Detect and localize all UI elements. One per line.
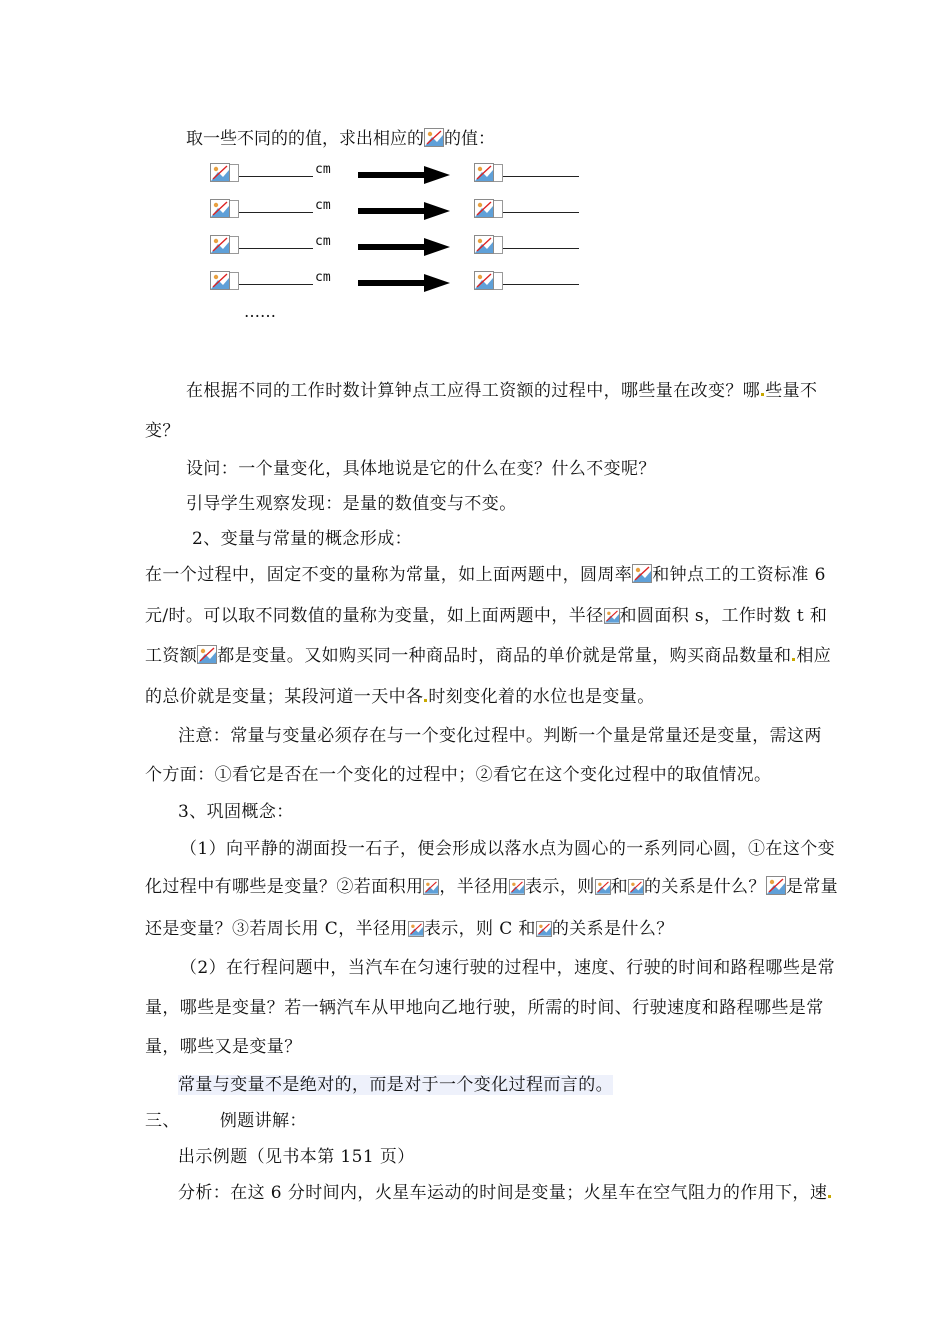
broken-image-icon <box>474 163 494 182</box>
section-heading: 3、巩固概念： <box>178 802 294 822</box>
intro-line: 取一些不同的的值，求出相应的 的值： <box>186 129 495 149</box>
paragraph-line: 的总价就是变量；某段河道一天中各 时刻变化着的水位也是变量。 <box>145 687 655 707</box>
paragraph-line: 量，哪些又是变量？ <box>145 1037 302 1057</box>
section-heading: 2、变量与常量的概念形成： <box>192 529 413 549</box>
paragraph-line: 出示例题（见书本第 151 页） <box>178 1147 415 1167</box>
highlighted-note: 常量与变量不是绝对的，而是对于一个变化过程而言的。 <box>178 1075 613 1095</box>
table-row-result <box>474 198 579 220</box>
blank-line <box>503 270 579 285</box>
table-row: cm <box>210 234 331 256</box>
paragraph-line: 设问：一个量变化，具体地说是它的什么在变？什么不变呢？ <box>186 459 656 479</box>
right-arrow-icon <box>358 202 450 220</box>
paragraph-line: 化过程中有哪些是变量？②若面积用 ，半径用 表示，则 和 的关系是什么？ 是常量 <box>145 877 839 897</box>
paragraph-line: 个方面：①看它是否在一个变化的过程中；②看它在这个变化过程中的取值情况。 <box>145 765 772 785</box>
table-row-result <box>474 270 579 292</box>
ellipsis: …… <box>244 302 276 321</box>
table-row: cm <box>210 270 331 292</box>
broken-image-icon <box>210 199 230 218</box>
paragraph-line: 注意：常量与变量必须存在与一个变化过程中。判断一个量是常量还是变量，需这两 <box>178 726 822 746</box>
blank-line <box>239 234 313 249</box>
paragraph-line: 元/时。可以取不同数值的量称为变量，如上面两题中，半径 和圆面积 s，工作时数 t 和 <box>145 606 828 626</box>
paragraph-line: 量，哪些是变量？若一辆汽车从甲地向乙地行驶，所需的时间、行驶速度和路程哪些是常 <box>145 998 824 1018</box>
section-heading: 三、 例题讲解： <box>145 1111 307 1131</box>
broken-image-icon <box>632 564 652 583</box>
blank-line <box>239 270 313 285</box>
broken-image-icon <box>474 199 494 218</box>
table-row-result <box>474 234 579 256</box>
broken-image-icon <box>536 921 552 937</box>
broken-image-icon <box>509 879 525 895</box>
paragraph-line: 变？ <box>145 421 180 441</box>
right-arrow-icon <box>358 274 450 292</box>
broken-image-icon <box>210 235 230 254</box>
broken-image-icon <box>474 235 494 254</box>
blank-line <box>239 198 313 213</box>
broken-image-icon <box>474 271 494 290</box>
broken-image-icon <box>628 879 644 895</box>
broken-image-icon <box>210 163 230 182</box>
right-arrow-icon <box>358 238 450 256</box>
paragraph-line: 工资额 都是变量。又如购买同一种商品时，商品的单价就是常量，购买商品数量和 相应 <box>145 646 832 666</box>
blank-line <box>503 162 579 177</box>
broken-image-icon <box>423 879 439 895</box>
table-row-result <box>474 162 579 184</box>
table-row: cm <box>210 162 331 184</box>
broken-image-icon <box>424 128 444 147</box>
blank-line <box>503 234 579 249</box>
table-row: cm <box>210 198 331 220</box>
paragraph-line: 在一个过程中，固定不变的量称为常量，如上面两题中，圆周率 和钟点工的工资标准 6 <box>145 565 826 585</box>
paragraph-line: 引导学生观察发现：是量的数值变与不变。 <box>186 494 517 514</box>
broken-image-icon <box>604 608 620 624</box>
paragraph-line: 分析：在这 6 分时间内，火星车运动的时间是变量；火星车在空气阻力的作用下，速 <box>178 1178 832 1203</box>
paragraph-line: （2）在行程问题中，当汽车在匀速行驶的过程中，速度、行驶的时间和路程哪些是常 <box>180 958 836 978</box>
broken-image-icon <box>210 271 230 290</box>
blank-line <box>503 198 579 213</box>
blank-line <box>239 162 313 177</box>
paragraph-line: （1）向平静的湖面投一石子，便会形成以落水点为圆心的一系列同心圆，①在这个变 <box>180 839 836 859</box>
broken-image-icon <box>408 921 424 937</box>
broken-image-icon <box>197 645 217 664</box>
broken-image-icon <box>595 879 611 895</box>
broken-image-icon <box>766 876 786 895</box>
paragraph-line: 还是变量？③若周长用 C，半径用 表示，则 C 和 的关系是什么？ <box>145 919 674 939</box>
right-arrow-icon <box>358 166 450 184</box>
paragraph-line: 在根据不同的工作时数计算钟点工应得工资额的过程中，哪些量在改变？哪 些量不 <box>186 381 818 401</box>
